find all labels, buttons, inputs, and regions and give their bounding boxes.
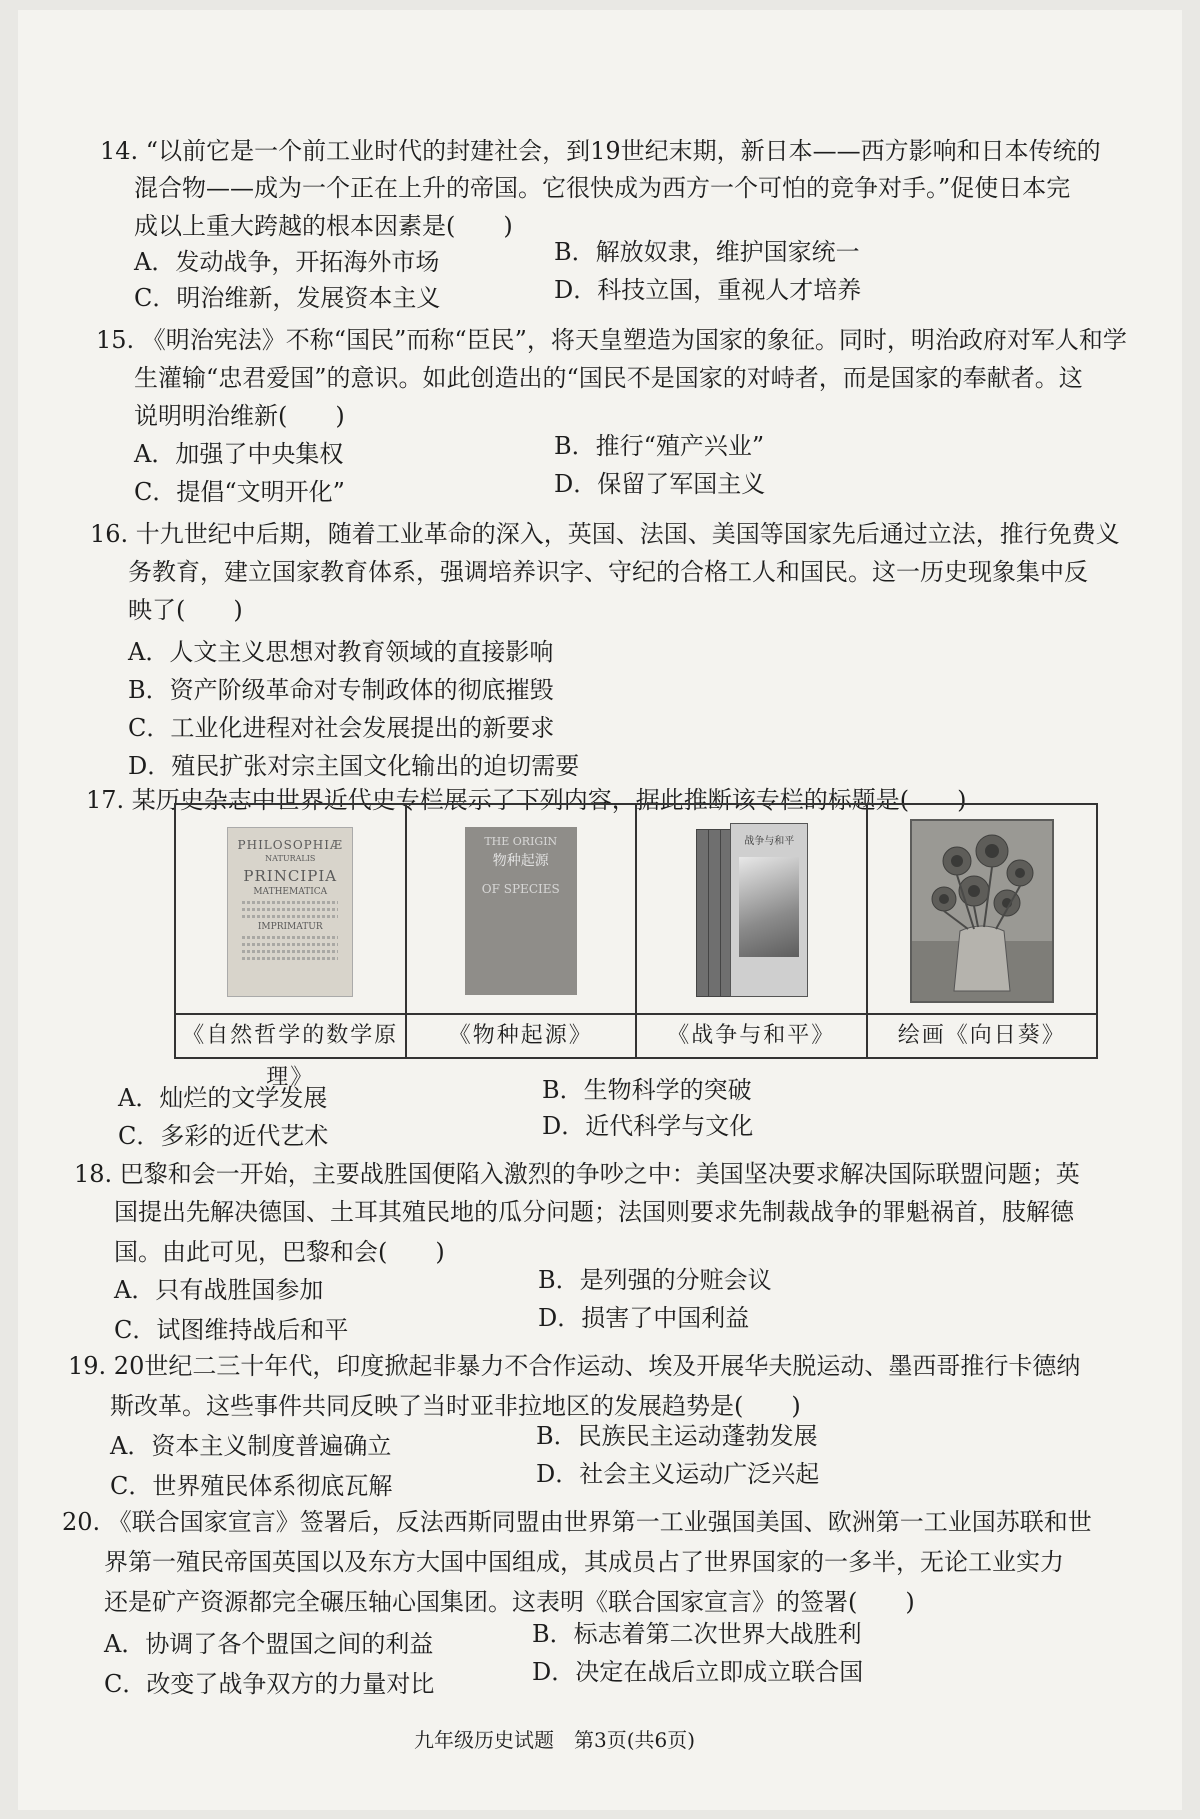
q16-line-3: 映了( ) bbox=[128, 596, 243, 624]
q15-line-2: 生灌输“忠君爱国”的意识。如此创造出的“国民不是国家的对峙者，而是国家的奉献者。这 bbox=[134, 364, 1083, 392]
q16-line-1: 16. 十九世纪中后期，随着工业革命的深入，英国、法国、美国等国家先后通过立法，推行免费义 bbox=[90, 520, 1120, 548]
q16-option-b: B．资产阶级革命对专制政体的彻底摧毁 bbox=[128, 676, 554, 704]
q17-option-d: D．近代科学与文化 bbox=[542, 1112, 754, 1140]
q17-option-b: B．生物科学的突破 bbox=[542, 1076, 752, 1104]
q19-option-d: D．社会主义运动广泛兴起 bbox=[536, 1460, 820, 1488]
q17-caption-1: 《自然哲学的数学原理》 bbox=[182, 1023, 399, 1090]
q19-line-1: 19. 20世纪二三十年代，印度掀起非暴力不合作运动、埃及开展华夫脱运动、墨西哥推行卡德纳 bbox=[68, 1352, 1081, 1380]
q17-cell-origin bbox=[407, 805, 638, 1057]
q20-option-d: D．决定在战后立即成立联合国 bbox=[532, 1658, 864, 1686]
q14-option-d: D．科技立国，重视人才培养 bbox=[554, 276, 862, 304]
q17-caption-4: 绘画《向日葵》 bbox=[897, 1023, 1066, 1048]
q18-line-2: 国提出先解决德国、土耳其殖民地的瓜分问题；法国则要求先制裁战争的罪魁祸首，肢解德 bbox=[114, 1198, 1074, 1226]
q17-stem: 17. 某历史杂志中世界近代史专栏展示了下列内容，据此推断该专栏的标题是( ) bbox=[86, 786, 967, 814]
q15-line-1: 15. 《明治宪法》不称“国民”而称“臣民”，将天皇塑造为国家的象征。同时，明治政府对军人和学 bbox=[96, 326, 1127, 354]
q15-option-a: A．加强了中央集权 bbox=[134, 440, 344, 468]
q18-option-a: A．只有战胜国参加 bbox=[114, 1276, 324, 1304]
q20-line-1: 20. 《联合国家宣言》签署后，反法西斯同盟由世界第一工业强国美国、欧洲第一工业国苏联和世 bbox=[62, 1508, 1092, 1536]
q14-line-2: 混合物——成为一个正在上升的帝国。它很快成为西方一个可怕的竞争对手。”促使日本完 bbox=[134, 174, 1071, 202]
q16-line-2: 务教育，建立国家教育体系，强调培养识字、守纪的合格工人和国民。这一历史现象集中反 bbox=[128, 558, 1088, 586]
q20-option-b: B．标志着第二次世界大战胜利 bbox=[532, 1620, 862, 1648]
war-and-peace-boxset-image: 战争与和平 bbox=[696, 823, 806, 999]
q18-option-c: C．试图维持战后和平 bbox=[114, 1316, 349, 1344]
q17-option-a: A．灿烂的文学发展 bbox=[118, 1084, 328, 1112]
principia-book-cover: PHILOSOPHIÆ NATURALIS PRINCIPIA MATHEMATICA IMPRIMATUR bbox=[227, 827, 353, 997]
q15-option-d: D．保留了军国主义 bbox=[554, 470, 766, 498]
q17-caption-3: 《战争与和平》 bbox=[667, 1023, 836, 1048]
q17-option-c: C．多彩的近代艺术 bbox=[118, 1122, 329, 1150]
q16-option-a: A．人文主义思想对教育领域的直接影响 bbox=[128, 638, 554, 666]
q15-line-3: 说明明治维新( ) bbox=[134, 402, 345, 430]
q20-option-a: A．协调了各个盟国之间的利益 bbox=[104, 1630, 434, 1658]
q14-line-3: 成以上重大跨越的根本因素是( ) bbox=[134, 212, 513, 240]
q14-line-1: 14. “以前它是一个前工业时代的封建社会，到19世纪末期，新日本——西方影响和日本传统的 bbox=[100, 137, 1101, 165]
q18-line-3: 国。由此可见，巴黎和会( ) bbox=[114, 1238, 445, 1266]
q16-option-c: C．工业化进程对社会发展提出的新要求 bbox=[128, 714, 555, 742]
exam-page bbox=[18, 10, 1182, 1810]
q16-option-d: D．殖民扩张对宗主国文化输出的迫切需要 bbox=[128, 752, 580, 780]
q19-option-c: C．世界殖民体系彻底瓦解 bbox=[110, 1472, 393, 1500]
q14-option-c: C．明治维新，发展资本主义 bbox=[134, 284, 441, 312]
q14-option-a: A．发动战争，开拓海外市场 bbox=[134, 248, 440, 276]
q18-line-1: 18. 巴黎和会一开始，主要战胜国便陷入激烈的争吵之中：美国坚决要求解决国际联盟问题；英 bbox=[74, 1160, 1080, 1188]
q20-line-2: 界第一殖民帝国英国以及东方大国中国组成，其成员占了世界国家的一多半，无论工业实力 bbox=[104, 1548, 1064, 1576]
q17-cell-sunflowers bbox=[868, 805, 1097, 1057]
q19-option-b: B．民族民主运动蓬勃发展 bbox=[536, 1422, 818, 1450]
sunflowers-painting-image bbox=[910, 819, 1054, 1003]
origin-of-species-book-cover: THE ORIGIN 物种起源 OF SPECIES bbox=[465, 827, 577, 995]
q18-option-d: D．损害了中国利益 bbox=[538, 1304, 750, 1332]
q15-option-b: B．推行“殖产兴业” bbox=[554, 432, 765, 460]
q14-option-b: B．解放奴隶，维护国家统一 bbox=[554, 238, 860, 266]
q20-line-3: 还是矿产资源都完全碾压轴心国集团。这表明《联合国家宣言》的签署( ) bbox=[104, 1588, 915, 1616]
q17-cell-war-and-peace bbox=[637, 805, 868, 1057]
q17-caption-2: 《物种起源》 bbox=[448, 1023, 593, 1048]
q17-cell-principia bbox=[176, 805, 407, 1090]
q20-option-c: C．改变了战争双方的力量对比 bbox=[104, 1670, 435, 1698]
page-footer: 九年级历史试题 第3页(共6页) bbox=[414, 1728, 696, 1752]
q18-option-b: B．是列强的分赃会议 bbox=[538, 1266, 772, 1294]
q19-option-a: A．资本主义制度普遍确立 bbox=[110, 1432, 392, 1460]
q15-option-c: C．提倡“文明开化” bbox=[134, 478, 345, 506]
q19-line-2: 斯改革。这些事件共同反映了当时亚非拉地区的发展趋势是( ) bbox=[110, 1392, 801, 1420]
